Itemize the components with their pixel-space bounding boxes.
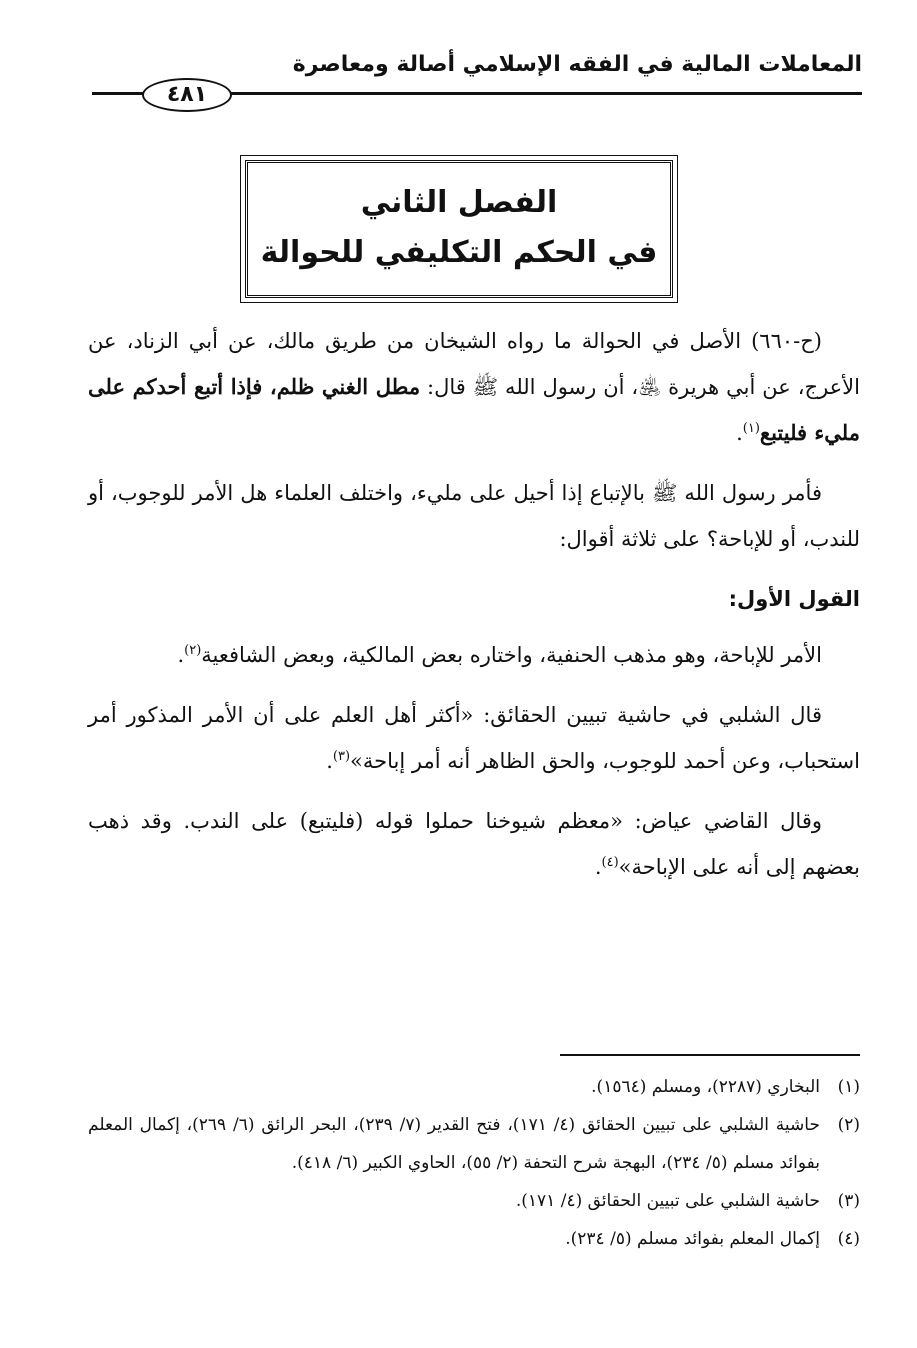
footnote-number: (٤): [837, 1229, 860, 1249]
footnote-number: (٢): [837, 1115, 860, 1135]
paragraph-end: .: [177, 643, 185, 667]
paragraph-shalabi-quote: [88, 692, 860, 784]
paragraph-first-opinion-text: الأمر للإباحة، وهو مذهب الحنفية، واختاره بعض المالكية، وبعض الشافعية: [201, 643, 822, 667]
footnote-ref-1: (١): [742, 421, 760, 436]
footnote-text: إكمال المعلم بفوائد مسلم (٥/ ٢٣٤).: [565, 1229, 820, 1249]
footnote-number: (١): [837, 1077, 860, 1097]
running-title: المعاملات المالية في الفقه الإسلامي أصالة ومعاصرة: [292, 52, 862, 77]
paragraph-end: .: [736, 421, 743, 445]
footnote-2: [88, 1106, 860, 1182]
footnote-ref-2: (٢): [184, 643, 202, 658]
paragraph-end: .: [594, 855, 602, 879]
chapter-subtitle: في الحكم التكليفي للحوالة: [260, 235, 658, 270]
paragraph-hadith: [88, 318, 860, 456]
footnote-text: حاشية الشلبي على تبيين الحقائق (٤/ ١٧١)، فتح القدير (٧/ ٢٣٩)، البحر الرائق (٦/ ٢٦٩)، إكمال المعلم بفوائد مسلم (٥/ ٢٣٤)، البهجة شرح التحفة (٢/ ٥٥)، الحاوي الكبير (٦/ ٤١٨).: [88, 1115, 820, 1173]
section-heading-first-opinion: القول الأول:: [728, 587, 860, 611]
footnotes: [88, 1068, 860, 1258]
footnote-4: [88, 1220, 860, 1258]
paragraph-hadith-text: (ح-٦٦٠) الأصل في الحوالة ما رواه الشيخان من طريق مالك، عن أبي الزناد، عن الأعرج، عن أبي هريرة ﵁، أن رسول الله ﷺ قال:: [88, 329, 860, 399]
paragraph-end: .: [326, 749, 333, 773]
body-text: [88, 318, 860, 904]
footnote-3: [88, 1182, 860, 1220]
footnote-separator: [560, 1054, 860, 1056]
footnote-ref-4: (٤): [601, 855, 619, 870]
paragraph-iyad-text: وقال القاضي عياض: «معظم شيوخنا حملوا قوله (فليتبع) على الندب. وقد ذهب بعضهم إلى أنه على الإباحة»: [88, 809, 860, 879]
footnote-text: حاشية الشلبي على تبيين الحقائق (٤/ ١٧١).: [515, 1191, 820, 1211]
chapter-title: الفصل الثاني: [360, 185, 558, 220]
footnote-1: [88, 1068, 860, 1106]
chapter-title-box: [245, 160, 673, 298]
footnote-ref-3: (٣): [332, 749, 351, 764]
paragraph-shalabi-text: قال الشلبي في حاشية تبيين الحقائق: «أكثر أهل العلم على أن الأمر المذكور أمر استحباب، وعن أحمد للوجوب، والحق الظاهر أنه أمر إباحة»: [88, 703, 860, 773]
paragraph-iyad-quote: [88, 798, 860, 890]
hadith-quote: مطل الغني ظلم، فإذا أتبع أحدكم على مليء فليتبع: [88, 374, 860, 445]
page-number: ٤٨١: [142, 78, 232, 112]
paragraph-first-opinion: [88, 632, 860, 678]
footnote-text: البخاري (٢٢٨٧)، ومسلم (١٥٦٤).: [591, 1077, 820, 1097]
footnote-number: (٣): [837, 1191, 860, 1211]
paragraph-opinions: فأمر رسول الله ﷺ بالإتباع إذا أحيل على مليء، واختلف العلماء هل الأمر للوجوب، أو للندب، أو للإباحة؟ على ثلاثة أقوال:: [88, 481, 860, 551]
